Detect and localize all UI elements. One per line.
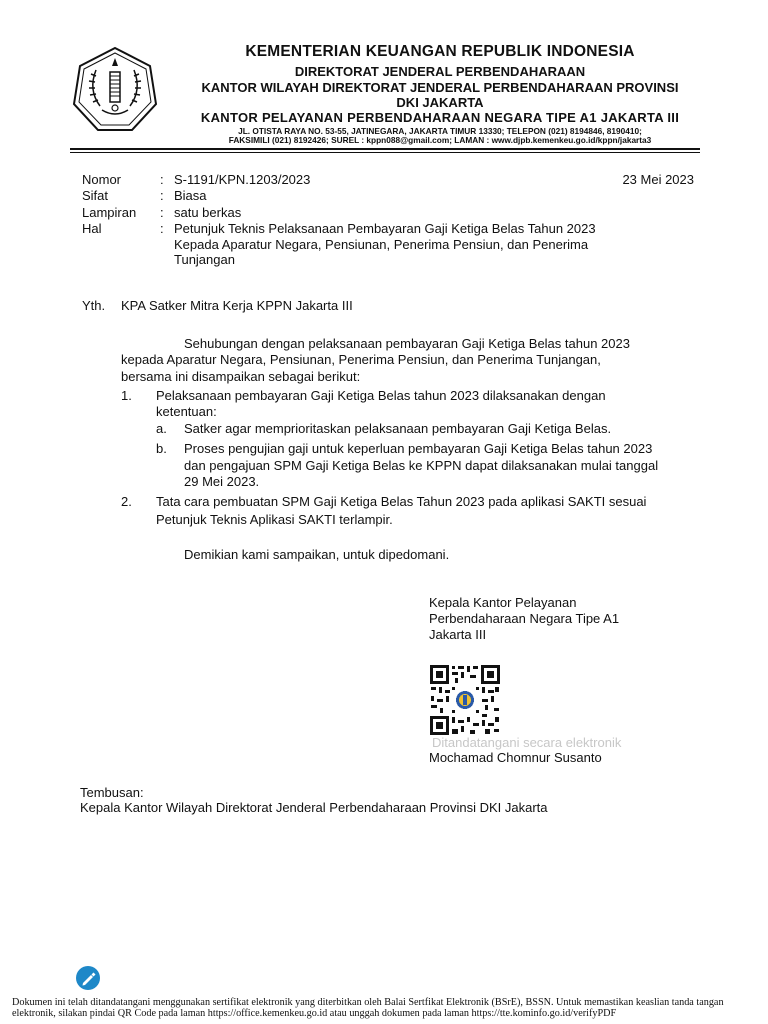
letterhead-divider-thick (70, 148, 700, 150)
intro-line-2: kepada Aparatur Negara, Pensiunan, Penerima Pensiun, dan Penerima Tunjangan, (121, 352, 601, 367)
disclaimer-line-2: elektronik, silakan pindai QR Code pada laman https://office.kemenkeu.go.id atau unggah dokumen pada laman https://tte.kominfo.go.id/verifyPDF (12, 1008, 617, 1019)
lampiran-value: satu berkas (174, 205, 242, 220)
signatory-name: Mochamad Chomnur Susanto (429, 750, 602, 765)
recipient-prefix: Yth. (82, 298, 106, 313)
esign-note: Ditandatangani secara elektronik (432, 735, 622, 750)
kemenkeu-logo-icon (72, 46, 158, 132)
esign-disclaimer (12, 997, 756, 1019)
directorate-name: DIREKTORAT JENDERAL PERBENDAHARAAN (294, 64, 586, 79)
office-name: KANTOR PELAYANAN PERBENDAHARAAN NEGARA TIPE A1 JAKARTA III (200, 110, 680, 125)
hal-line-1: Petunjuk Teknis Pelaksanaan Pembayaran Gaji Ketiga Belas Tahun 2023 (174, 221, 596, 236)
signatory-title-line-1: Kepala Kantor Pelayanan (429, 595, 577, 610)
intro-line-1: Sehubungan dengan pelaksanaan pembayaran Gaji Ketiga Belas tahun 2023 (184, 336, 630, 351)
item-1b-line-2: dan pengajuan SPM Gaji Ketiga Belas ke KPPN dapat dilaksanakan mulai tanggal (184, 458, 659, 473)
signatory-title-line-3: Jakarta III (429, 627, 487, 642)
tembusan-item: Kepala Kantor Wilayah Direktorat Jenderal Perbendaharaan Provinsi DKI Jakarta (80, 800, 548, 815)
hal-line-3: Tunjangan (174, 252, 235, 267)
province-name: DKI JAKARTA (396, 95, 484, 110)
item-1b-line-3: 29 Mei 2023. (184, 474, 260, 489)
item-1b-label: b. (156, 441, 167, 456)
bsre-pen-icon (76, 966, 100, 990)
disclaimer-line-1: Dokumen ini telah ditandatangani menggunakan sertifikat elektronik yang diterbitkan oleh Balai Sertfikat Elektronik (BSrE), BSSN. Untuk memastikan keaslian tanda tangan (12, 997, 724, 1008)
sifat-value: Biasa (174, 188, 207, 203)
item-1a-label: a. (156, 421, 167, 436)
address-line-2: FAKSIMILI (021) 8192426; SUREL : kppn088@gmail.com; LAMAN : www.djpb.kemenkeu.go.id/kppn/jakarta3 (228, 135, 652, 145)
closing-sentence: Demikian kami sampaikan, untuk dipedomani. (184, 547, 450, 562)
item-1-line-1: Pelaksanaan pembayaran Gaji Ketiga Belas tahun 2023 dilaksanakan dengan (156, 388, 606, 403)
tembusan-label: Tembusan: (80, 785, 144, 800)
hal-line-2: Kepada Aparatur Negara, Pensiunan, Penerima Pensiun, dan Penerima (174, 237, 589, 252)
nomor-value: S-1191/KPN.1203/2023 (174, 172, 311, 187)
item-1-line-2: ketentuan: (156, 404, 217, 419)
item-1a-text: Satker agar memprioritaskan pelaksanaan pembayaran Gaji Ketiga Belas. (184, 421, 612, 436)
intro-line-3: bersama ini disampaikan sebagai berikut: (121, 369, 361, 384)
qr-code-icon (429, 664, 501, 736)
sifat-colon: : (160, 188, 164, 203)
nomor-label: Nomor (82, 172, 122, 187)
lampiran-label: Lampiran (82, 205, 137, 220)
regional-office-name: KANTOR WILAYAH DIREKTORAT JENDERAL PERBENDAHARAAN PROVINSI (201, 80, 679, 95)
recipient-name: KPA Satker Mitra Kerja KPPN Jakarta III (121, 298, 353, 313)
address-line-1: JL. OTISTA RAYA NO. 53-55, JATINEGARA, JAKARTA TIMUR 13330; TELEPON (021) 8194846, 8190410; (238, 126, 642, 136)
item-1-number: 1. (121, 388, 132, 403)
ministry-name: KEMENTERIAN KEUANGAN REPUBLIK INDONESIA (245, 43, 635, 60)
item-2-line-1: Tata cara pembuatan SPM Gaji Ketiga Belas Tahun 2023 pada aplikasi SAKTI sesuai (156, 494, 647, 509)
lampiran-colon: : (160, 205, 164, 220)
nomor-colon: : (160, 172, 164, 187)
sifat-label: Sifat (82, 188, 109, 203)
hal-label: Hal (82, 221, 102, 236)
letterhead-divider-thin (70, 152, 700, 153)
item-2-line-2: Petunjuk Teknis Aplikasi SAKTI terlampir. (156, 512, 393, 527)
letter-date: 23 Mei 2023 (622, 172, 694, 187)
item-2-number: 2. (121, 494, 132, 509)
signatory-title-line-2: Perbendaharaan Negara Tipe A1 (429, 611, 620, 626)
item-1b-line-1: Proses pengujian gaji untuk keperluan pembayaran Gaji Ketiga Belas tahun 2023 (184, 441, 653, 456)
hal-colon: : (160, 221, 164, 236)
